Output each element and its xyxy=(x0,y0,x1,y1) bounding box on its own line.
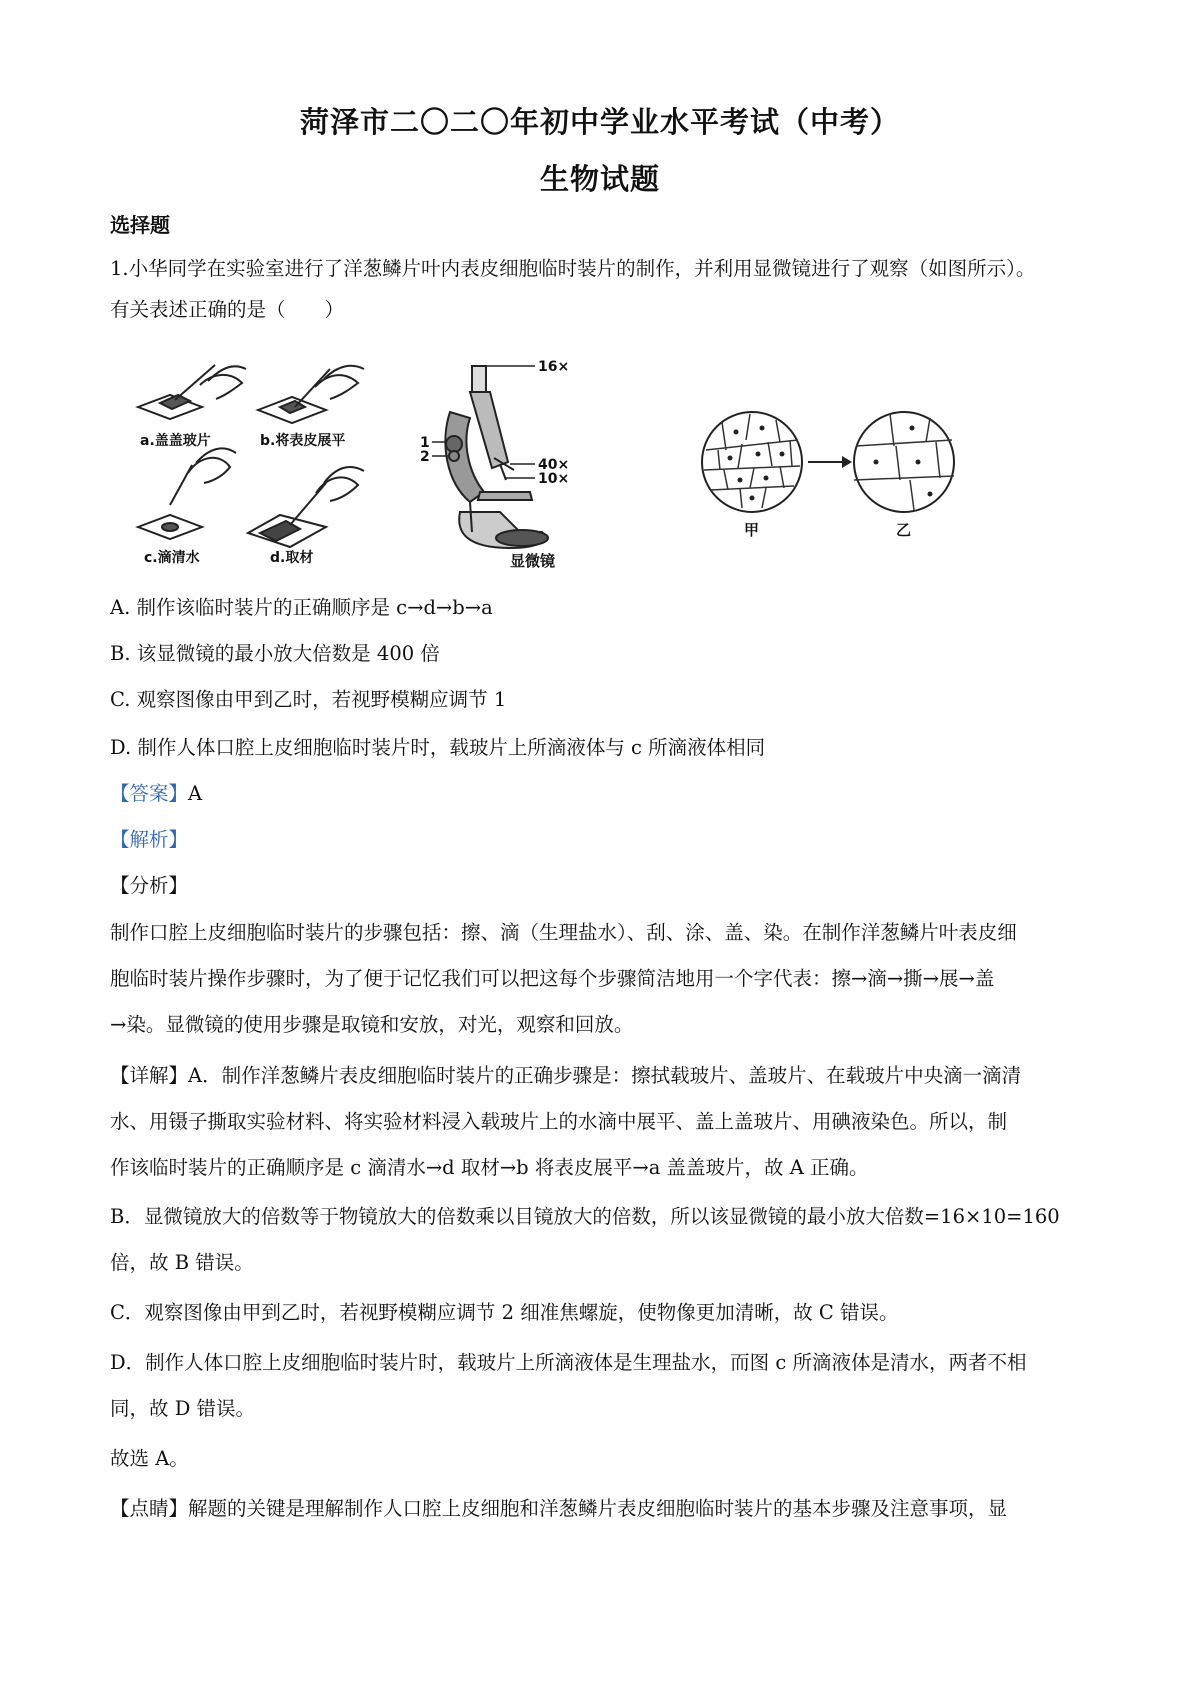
xiangjie-a1-text: A．制作洋葱鳞片表皮细胞临时装片的正确步骤是：擦拭载玻片、盖玻片、在载玻片中央滴一滴清 xyxy=(188,1064,1022,1087)
step-d-illustration xyxy=(248,467,364,547)
section-heading: 选择题 xyxy=(110,213,170,237)
view-jia xyxy=(702,412,802,512)
option-b: B. 该显微镜的最小放大倍数是 400 倍 xyxy=(110,642,440,665)
step-b-label: b.将表皮展平 xyxy=(260,433,346,449)
step-a-label: a.盖盖玻片 xyxy=(140,433,211,449)
xiangjie-line-c1: C．观察图像由甲到乙时，若视野模糊应调节 2 细准焦螺旋，使物像更加清晰，故 C 错误。 xyxy=(110,1301,899,1324)
fenxi-line-1: 制作口腔上皮细胞临时装片的步骤包括：擦、滴（生理盐水）、刮、涂、盖、染。在制作洋葱鳞片叶表皮细 xyxy=(110,921,1017,944)
view-yi-label: 乙 xyxy=(896,521,912,539)
slide-preparation-steps-figure xyxy=(130,355,380,570)
fenxi-tag: 【分析】 xyxy=(110,874,189,897)
dianjing-line xyxy=(110,1496,1100,1522)
conclusion: 故选 A。 xyxy=(110,1447,189,1470)
xiangjie-line-a3: 作该临时装片的正确顺序是 c 滴清水→d 取材→b 将表皮展平→a 盖盖玻片，故 A 正确。 xyxy=(110,1156,869,1179)
step-a-illustration xyxy=(138,365,246,419)
fine-adjustment-knob-label: 2 xyxy=(420,449,430,465)
step-b-illustration xyxy=(258,366,364,423)
question-stem-line-1: 1.小华同学在实验室进行了洋葱鳞片叶内表皮细胞临时装片的制作，并利用显微镜进行了观察（如图所示）。 xyxy=(110,257,1036,280)
eyepiece-magnification: 16× xyxy=(538,359,570,375)
xiangjie-line-b2: 倍，故 B 错误。 xyxy=(110,1251,254,1274)
coarse-adjustment-knob-label: 1 xyxy=(420,435,430,451)
fenxi-line-3: →染。显微镜的使用步骤是取镜和安放，对光，观察和回放。 xyxy=(110,1013,634,1036)
microscope-figure xyxy=(410,352,630,572)
xiangjie-tag: 【详解】 xyxy=(110,1064,189,1087)
xiangjie-line-b1: B．显微镜放大的倍数等于物镜放大的倍数乘以目镜放大的倍数，所以该显微镜的最小放大倍数=16×10=160 xyxy=(110,1205,1060,1228)
xiangjie-line-d1: D．制作人体口腔上皮细胞临时装片时，载玻片上所滴液体是生理盐水，而图 c 所滴液体是清水，两者不相 xyxy=(110,1351,1027,1374)
option-d: D. 制作人体口腔上皮细胞临时装片时，载玻片上所滴液体与 c 所滴液体相同 xyxy=(110,736,766,759)
option-a: A. 制作该临时装片的正确顺序是 c→d→b→a xyxy=(110,596,493,619)
question-stem-line-2: 有关表述正确的是（ ） xyxy=(110,298,345,321)
view-jia-label: 甲 xyxy=(744,521,760,539)
view-yi xyxy=(854,412,954,512)
step-c-label: c.滴清水 xyxy=(144,550,200,566)
microscope-drawing xyxy=(445,366,548,548)
analysis-tag: 【解析】 xyxy=(110,828,189,851)
step-c-illustration xyxy=(138,448,236,539)
objective-low-magnification: 10× xyxy=(538,471,570,487)
page-title: 菏泽市二〇二〇年初中学业水平考试（中考） xyxy=(299,105,900,139)
answer-line xyxy=(110,781,1100,807)
step-d-label: d.取材 xyxy=(270,550,314,566)
answer-tag: 【答案】 xyxy=(110,782,189,805)
option-c: C. 观察图像由甲到乙时，若视野模糊应调节 1 xyxy=(110,688,507,711)
objective-high-magnification: 40× xyxy=(538,457,570,473)
field-of-view-figure xyxy=(700,410,960,570)
xiangjie-line-a1 xyxy=(110,1063,1100,1089)
arrow-icon xyxy=(808,456,852,468)
page-subtitle: 生物试题 xyxy=(539,162,660,196)
xiangjie-line-a2: 水、用镊子撕取实验材料、将实验材料浸入载玻片上的水滴中展平、盖上盖玻片、用碘液染色。所以，制 xyxy=(110,1110,1008,1133)
microscope-label: 显微镜 xyxy=(510,552,556,570)
fenxi-line-2: 胞临时装片操作步骤时，为了便于记忆我们可以把这每个步骤简洁地用一个字代表：擦→滴→撕→展→盖 xyxy=(110,967,995,990)
dianjing-tag: 【点睛】 xyxy=(110,1497,189,1520)
dianjing-text: 解题的关键是理解制作人口腔上皮细胞和洋葱鳞片表皮细胞临时装片的基本步骤及注意事项，显 xyxy=(188,1497,1008,1520)
answer-value: A xyxy=(188,782,203,805)
xiangjie-line-d2: 同，故 D 错误。 xyxy=(110,1397,256,1420)
